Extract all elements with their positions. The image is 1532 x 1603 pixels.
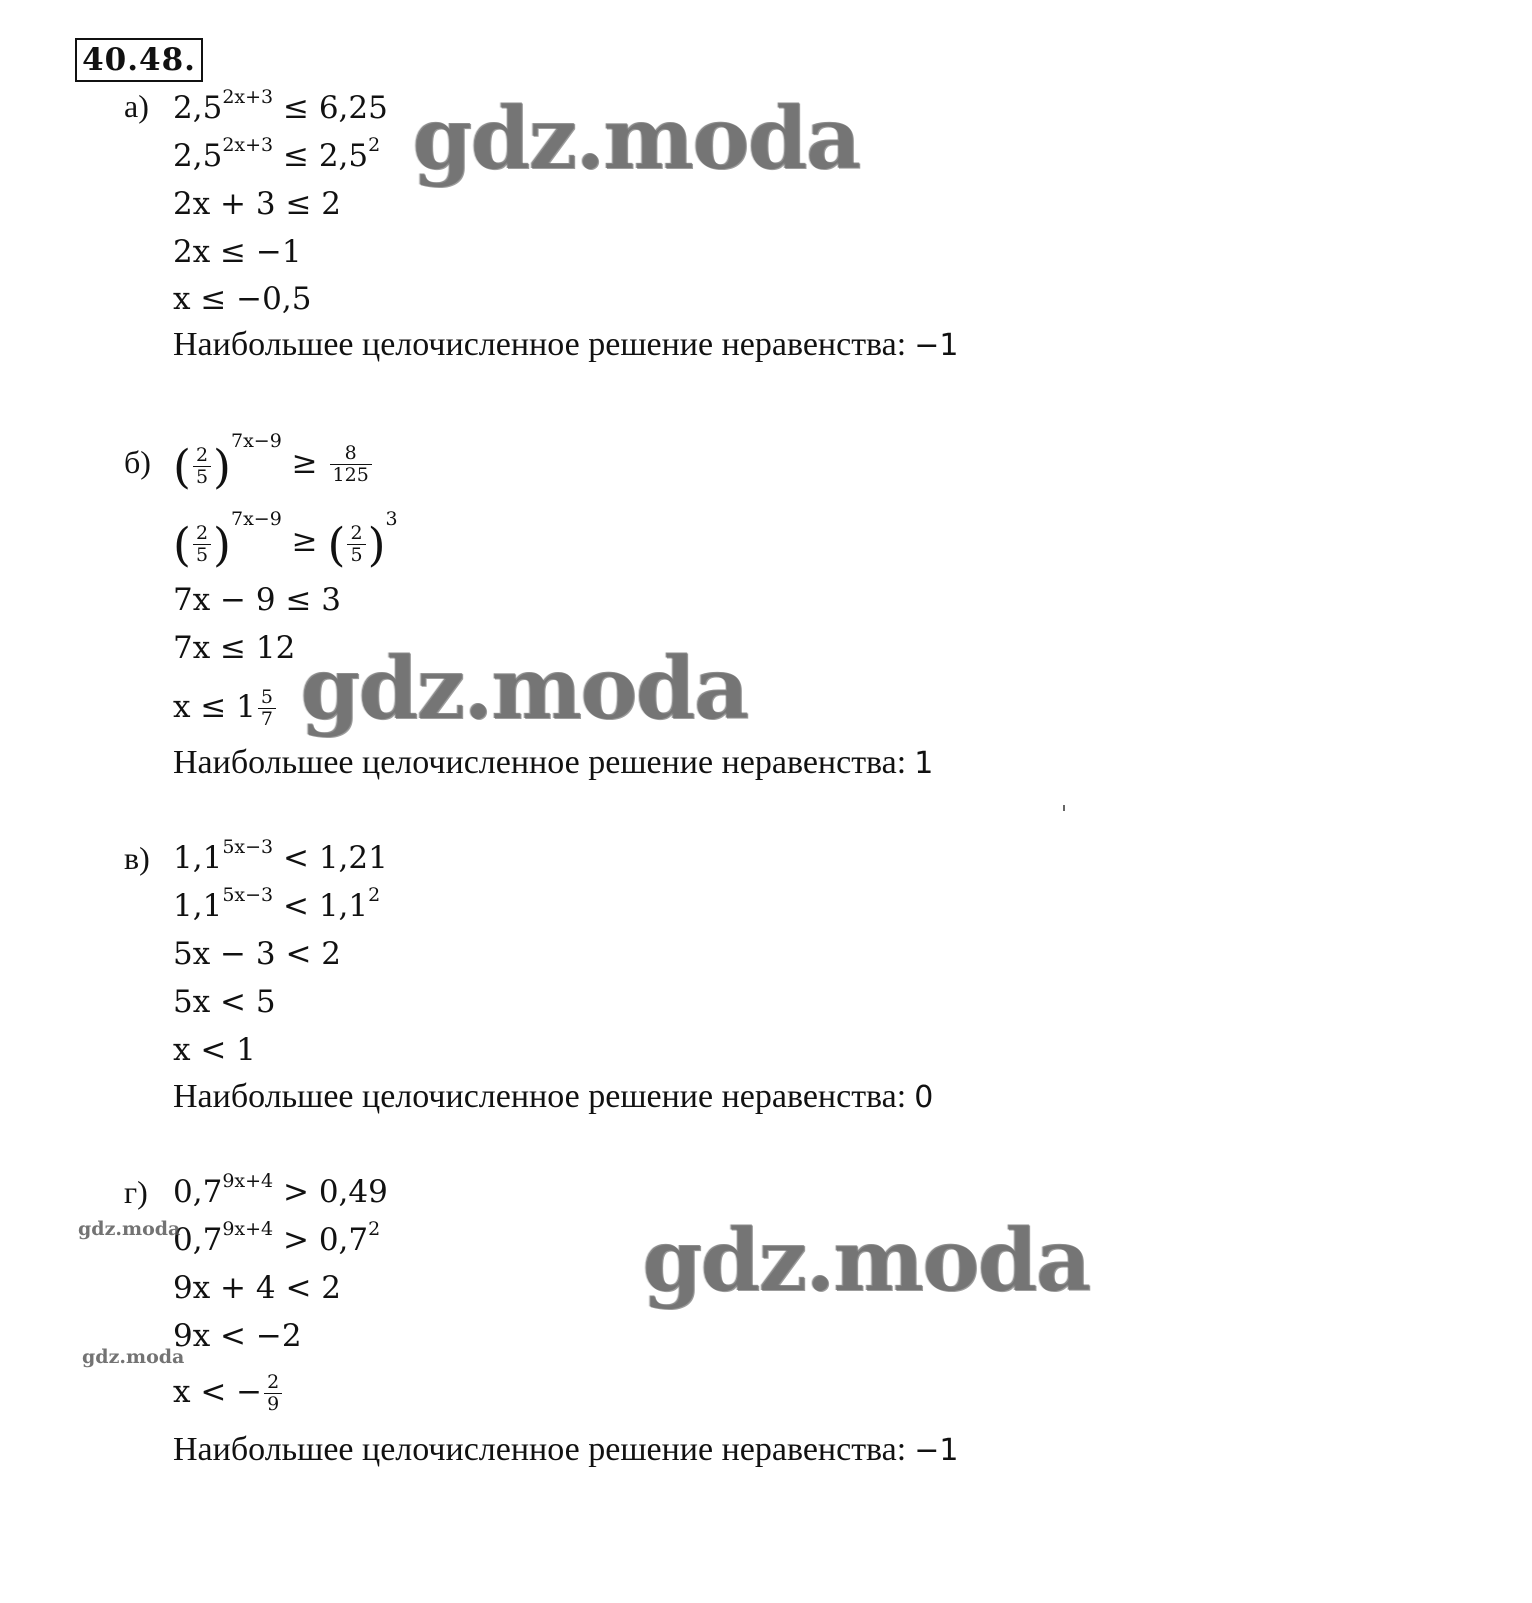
- part-c-label: в): [124, 840, 150, 876]
- part-b-label: б): [124, 444, 151, 480]
- part-c-line-2: $1,1^{5x-3} < 1,1^2$: [173, 884, 381, 924]
- part-d-answer: Наибольшее целочисленное решение неравенства: −1: [173, 1431, 959, 1468]
- scan-speck: [1063, 805, 1065, 811]
- part-d-line-2: $0,7^{9x+4} > 0,7^2$: [173, 1218, 381, 1258]
- part-a-answer: Наибольшее целочисленное решение неравенства: −1: [173, 326, 959, 363]
- part-b-line-4: 7x ≤ 12: [173, 630, 296, 666]
- part-b-answer: Наибольшее целочисленное решение неравенства: 1: [173, 744, 934, 781]
- part-c-line-5: x < 1: [173, 1032, 256, 1068]
- problem-number: 40.48.: [75, 38, 203, 82]
- watermark-logo-3: gdz.moda: [642, 1210, 1090, 1311]
- watermark-small-1: gdz.moda: [78, 1218, 181, 1240]
- part-d-line-4: 9x < −2: [173, 1318, 302, 1354]
- part-d-line-1: $0,7^{9x+4} > 0,49$: [173, 1170, 388, 1210]
- part-c-line-4: 5x < 5: [173, 984, 276, 1020]
- watermark-logo-1: gdz.moda: [412, 88, 860, 189]
- part-b-line-5: x ≤ 1 $\frac{5}{7}$: [173, 672, 278, 742]
- part-d-label: г): [124, 1174, 148, 1210]
- part-b-line-3: 7x − 9 ≤ 3: [173, 582, 342, 618]
- part-d-line-3: 9x + 4 < 2: [173, 1270, 342, 1306]
- part-c-answer: Наибольшее целочисленное решение неравенства: 0: [173, 1078, 934, 1115]
- part-a-line-3: 2x + 3 ≤ 2: [173, 186, 342, 222]
- watermark-logo-2: gdz.moda: [300, 638, 748, 739]
- part-c-line-1: $1,1^{5x-3} < 1,21$: [173, 836, 388, 876]
- part-a-label: а): [124, 88, 149, 124]
- part-b-line-2: ( $\frac{2}{5}$ )$^{7x-9}$ ≥ ( $\frac{2}{5}$ )$^3$: [173, 508, 398, 571]
- watermark-small-2: gdz.moda: [82, 1346, 185, 1368]
- part-d-line-5: x < − $\frac{2}{9}$: [173, 1357, 284, 1427]
- part-a-line-2: $2,5^{2x+3} \le 2,5^2$: [173, 134, 381, 174]
- part-b-line-1: ( $\frac{2}{5}$ )$^{7x-9}$ ≥ $\frac{8}{125}$: [173, 428, 374, 500]
- part-a-line-5: x ≤ −0,5: [173, 281, 312, 317]
- part-a-line-4: 2x ≤ −1: [173, 234, 302, 270]
- part-a-line-1: $2,5^{2x+3} \le 6,25$: [173, 86, 388, 126]
- part-c-line-3: 5x − 3 < 2: [173, 936, 342, 972]
